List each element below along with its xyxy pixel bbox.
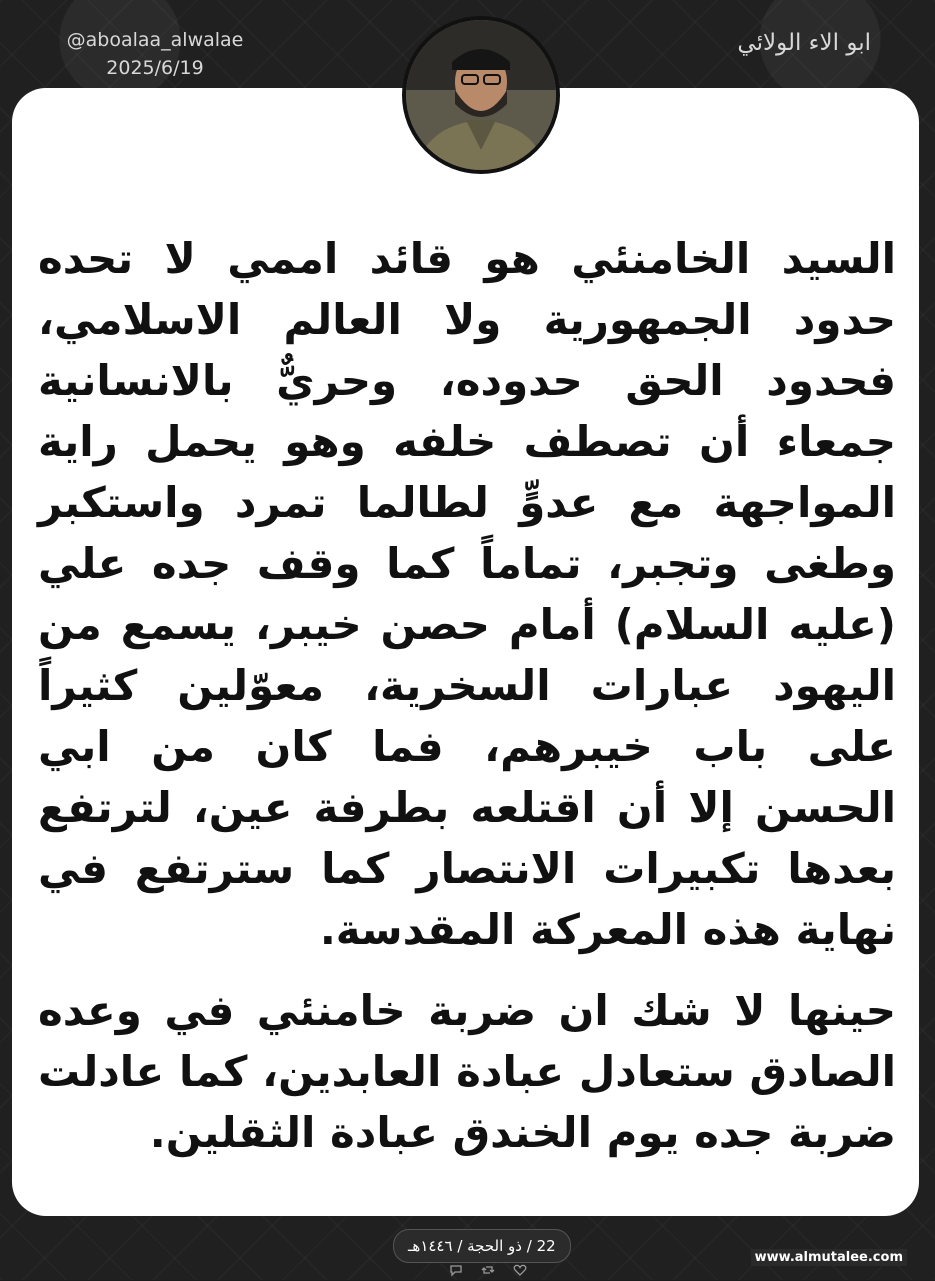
avatar-photo-icon — [406, 20, 556, 170]
post-date: 2025/6/19 — [106, 57, 204, 79]
post-paragraph: حينها لا شك ان ضربة خامنئي في وعده الصادق ستعادل عبادة العابدين، كما عادلت ضربة جده يوم الخندق عبادة الثقلين. — [38, 986, 896, 1157]
avatar[interactable] — [402, 16, 560, 174]
comment-icon[interactable] — [449, 1262, 463, 1281]
post-body — [38, 228, 896, 1163]
author-name[interactable]: ابو الاء الولائي — [737, 30, 871, 56]
site-watermark: www.almutalee.com — [751, 1249, 907, 1266]
author-handle[interactable]: @aboalaa_alwalae — [66, 29, 244, 51]
post-paragraph: السيد الخامنئي هو قائد اممي لا تحده حدود الجمهورية ولا العالم الاسلامي، فحدود الحق حدوده، وحريٌّ بالانسانية جمعاء أن تصطف خلفه وهو يحمل راية المواجهة مع عدوٍّ لطالما تمرد واستكبر وطغى وتجبر، تماماً كما وقف جده علي (عليه السلام) أمام حصن خيبر، يسمع من اليهود عبارات السخرية، معوّلين كثيراً على باب خيبرهم، فما كان من ابي الحسن إلا أن اقتلعه بطرفة عين، لترتفع بعدها تكبيرات الانتصار كما سترتفع في نهاية هذه المعركة المقدسة. — [38, 234, 896, 954]
author-handle-block — [60, 26, 250, 82]
retweet-icon[interactable] — [481, 1262, 495, 1281]
heart-icon[interactable] — [513, 1262, 527, 1281]
hijri-date-badge: 22 / ذو الحجة / ١٤٤٦هـ — [393, 1229, 571, 1263]
post-actions — [438, 1262, 538, 1280]
